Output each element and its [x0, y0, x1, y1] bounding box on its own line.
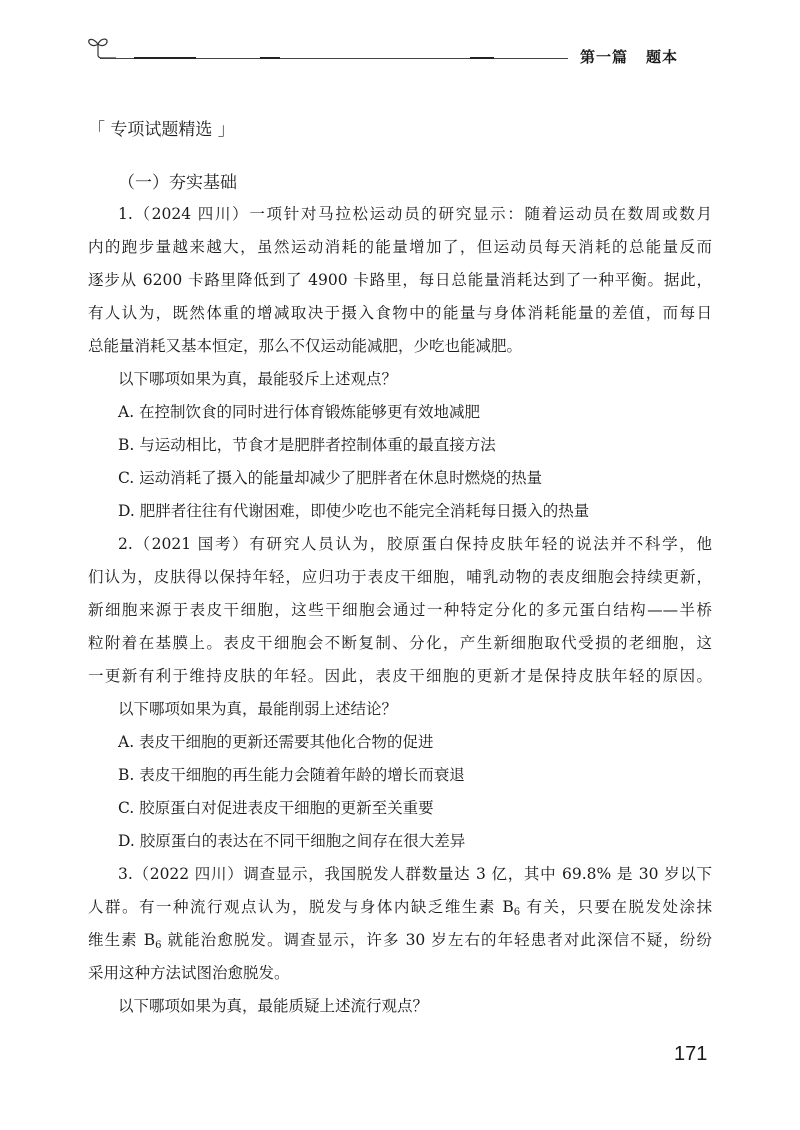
section-title: 「 专项试题精选 」 [88, 120, 235, 140]
q1-option-a[interactable]: A. 在控制饮食的同时进行体育锻炼能够更有效地减肥 [118, 403, 481, 421]
q2-line: 一更新有利于维持皮肤的年轻。因此，表皮干细胞的更新才是保持皮肤年轻的原因。 [88, 667, 712, 685]
header-rule [100, 58, 568, 59]
q3-subscript: 6 [513, 907, 521, 918]
q2-line: 粒附着在基膜上。表皮干细胞会不断复制、分化，产生新细胞取代受损的老细胞，这 [88, 634, 712, 652]
q2-option-b[interactable]: B. 表皮干细胞的再生能力会随着年龄的增长而衰退 [118, 766, 465, 784]
q3-text: 就能治愈脱发。调查显示，许多 30 岁左右的年轻患者对此深信不疑，纷纷 [167, 931, 712, 949]
q1-option-c[interactable]: C. 运动消耗了摄入的能量却减少了肥胖者在休息时燃烧的热量 [118, 469, 543, 487]
q1-option-b[interactable]: B. 与运动相比，节食才是肥胖者控制体重的最直接方法 [118, 436, 496, 454]
q3-text: 有关，只要在脱发处涂抹 [526, 898, 712, 916]
q3-text: 维生素 B [88, 931, 156, 949]
running-header [580, 46, 678, 67]
q1-line: 总能量消耗又基本恒定，那么不仅运动能减肥，少吃也能减肥。 [88, 337, 523, 355]
q3-text: 人群。有一种流行观点认为，脱发与身体内缺乏维生素 B [88, 898, 514, 916]
q3-line: 采用这种方法试图治愈脱发。 [88, 964, 290, 982]
q2-line: 们认为，皮肤得以保持年轻，应归功于表皮干细胞，哺乳动物的表皮细胞会持续更新， [88, 568, 712, 586]
question-body [88, 198, 712, 1023]
header-section: 题本 [646, 48, 679, 66]
q1-prompt: 以下哪项如果为真，最能驳斥上述观点？ [118, 370, 398, 388]
page-number: 171 [674, 1043, 708, 1065]
q2-option-d[interactable]: D. 胶原蛋白的表达在不同干细胞之间存在很大差异 [118, 832, 466, 850]
q2-option-a[interactable]: A. 表皮干细胞的更新还需要其他化合物的促进 [118, 733, 434, 751]
q3-subscript: 6 [155, 940, 162, 951]
q2-line: 2.（2021 国考）有研究人员认为，胶原蛋白保持皮肤年轻的说法并不科学，他 [118, 535, 712, 553]
q2-option-c[interactable]: C. 胶原蛋白对促进表皮干细胞的更新至关重要 [118, 799, 434, 817]
subsection-title: （一）夯实基础 [118, 173, 237, 193]
q1-line: 逐步从 6200 卡路里降低到了 4900 卡路里，每日总能量消耗达到了一种平衡。据此， [88, 271, 712, 289]
q2-prompt: 以下哪项如果为真，最能削弱上述结论？ [118, 700, 398, 718]
question-1 [88, 198, 712, 528]
q2-line: 新细胞来源于表皮干细胞，这些干细胞会通过一种特定分化的多元蛋白结构——半桥 [88, 601, 712, 619]
q1-option-d[interactable]: D. 肥胖者往往有代谢困难，即使少吃也不能完全消耗每日摄入的热量 [118, 502, 590, 520]
q3-line [88, 924, 712, 957]
header-part: 第一篇 [580, 48, 629, 66]
q1-line: 有人认为，既然体重的增减取决于摄入食物中的能量与身体消耗能量的差值，而每日 [88, 304, 712, 322]
question-3 [88, 858, 712, 1023]
q3-line [88, 891, 712, 924]
q1-line: 1.（2024 四川）一项针对马拉松运动员的研究显示：随着运动员在数周或数月 [118, 205, 712, 223]
question-2 [88, 528, 712, 858]
q3-prompt: 以下哪项如果为真，最能质疑上述流行观点？ [118, 997, 429, 1015]
q1-line: 内的跑步量越来越大，虽然运动消耗的能量增加了，但运动员每天消耗的总能量反而 [88, 238, 712, 256]
q3-line: 3.（2022 四川）调查显示，我国脱发人群数量达 3 亿，其中 69.8% 是 30 岁以下 [118, 865, 712, 883]
